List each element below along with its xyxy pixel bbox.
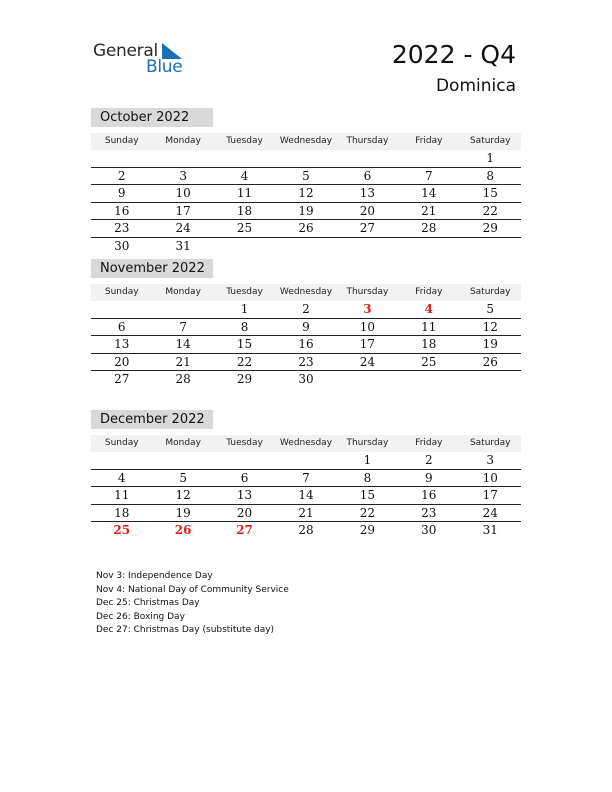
month-december [91,410,521,539]
day-cell: 26 [482,354,498,369]
day-cell: 16 [114,203,130,218]
holiday-note: Nov 4: National Day of Community Service [96,584,289,595]
day-cell: 21 [421,203,437,218]
day-cell: 27 [236,523,253,538]
day-cell: 27 [359,221,376,236]
logo-text-blue: Blue [146,57,183,77]
day-cell: 18 [236,203,253,218]
day-cell: 2 [117,168,126,183]
day-cell: 8 [240,319,249,334]
day-cell: 22 [482,203,498,218]
empty-cell [398,150,459,167]
empty-cell [214,452,275,469]
day-cell: 5 [179,470,187,485]
weekday-label: Saturday [469,438,511,448]
day-cell: 12 [298,186,314,201]
day-cell: 5 [486,302,495,316]
day-cell: 11 [421,319,437,334]
weekday-label: Monday [165,136,201,146]
day-cell: 1 [240,302,249,316]
holiday-note: Dec 25: Christmas Day [96,598,200,608]
empty-cell [337,238,398,255]
week-row [91,470,521,488]
empty-cell [91,301,152,318]
day-cell: 31 [175,238,191,253]
day-cell: 17 [175,203,191,218]
month-grid [91,150,521,255]
day-cell: 7 [302,470,310,485]
empty-cell [398,238,459,255]
empty-cell [214,238,275,255]
weekday-label: Friday [415,438,443,448]
day-cell: 19 [175,505,191,520]
day-cell: 3 [486,453,495,467]
day-cell: 9 [117,186,126,201]
day-cell: 14 [298,488,314,503]
weekday-label: Saturday [469,287,511,297]
month-grid [91,452,521,539]
empty-cell [91,452,152,469]
logo [93,41,203,81]
day-cell: 18 [114,505,130,520]
day-cell: 25 [421,354,437,369]
empty-cell [152,301,213,318]
day-cell: 16 [298,337,314,352]
day-cell: 24 [359,354,376,369]
day-cell: 17 [359,337,376,352]
month-title: December 2022 [91,410,213,429]
week-row [91,238,521,255]
day-cell: 10 [175,186,191,201]
weekday-label: Tuesday [226,287,263,297]
week-row [91,487,521,505]
week-row [91,522,521,539]
day-cell: 3 [179,168,187,183]
day-cell: 7 [425,168,433,183]
day-cell: 6 [117,319,126,334]
empty-cell [152,452,213,469]
weekday-label: Friday [415,136,443,146]
day-cell: 21 [175,354,191,369]
day-cell: 21 [298,505,314,520]
weekday-label: Monday [165,287,201,297]
day-cell: 12 [175,488,191,503]
day-cell: 10 [359,319,376,334]
empty-cell [275,238,336,255]
day-cell: 5 [302,168,310,183]
day-cell: 26 [174,523,192,538]
holiday-note: Dec 27: Christmas Day (substitute day) [96,625,275,635]
week-row [91,354,521,372]
empty-cell [91,150,152,167]
day-cell: 24 [482,505,498,520]
day-cell: 13 [114,337,130,352]
week-row [91,185,521,203]
weekday-label: Saturday [469,136,511,146]
day-cell: 2 [425,453,433,467]
day-cell: 11 [114,488,130,503]
weekday-label: Sunday [104,136,139,146]
day-cell: 7 [179,319,187,334]
day-cell: 23 [114,221,130,236]
day-cell: 17 [482,488,498,503]
day-cell: 28 [421,221,437,236]
day-cell: 23 [298,354,314,369]
day-cell: 9 [302,319,310,334]
day-cell: 14 [175,337,191,352]
day-cell: 28 [298,523,314,538]
day-cell: 29 [359,523,376,538]
day-cell: 20 [359,203,376,218]
weekday-label: Wednesday [279,287,333,297]
week-row [91,371,521,388]
weekday-label: Tuesday [226,438,263,448]
day-cell: 19 [298,203,314,218]
empty-cell [460,238,521,255]
weekday-label: Friday [415,287,443,297]
day-cell: 29 [482,221,498,236]
day-cell: 15 [236,337,253,352]
week-row [91,505,521,523]
month-october [91,108,521,255]
week-row [91,150,521,168]
week-row [91,301,521,319]
day-cell: 30 [421,523,437,538]
day-cell: 31 [482,523,498,538]
empty-cell [275,150,336,167]
month-title: October 2022 [91,108,213,127]
day-cell: 15 [482,186,498,201]
day-cell: 25 [236,221,253,236]
day-cell: 4 [424,302,433,316]
day-cell: 9 [425,470,433,485]
weekday-label: Wednesday [279,136,333,146]
logo-text-general: General [93,41,158,61]
week-row [91,168,521,186]
day-cell: 4 [117,470,126,485]
day-cell: 27 [114,372,130,387]
weekday-label: Thursday [346,136,389,146]
empty-cell [460,371,521,388]
day-cell: 8 [363,470,372,485]
week-row [91,220,521,238]
weekday-header [91,435,521,452]
day-cell: 30 [114,238,130,253]
weekday-header [91,284,521,301]
day-cell: 6 [363,168,372,183]
empty-cell [337,150,398,167]
day-cell: 30 [298,372,314,387]
week-row [91,319,521,337]
holiday-notes [96,570,289,638]
day-cell: 28 [175,372,191,387]
month-grid [91,301,521,388]
weekday-label: Thursday [346,287,389,297]
day-cell: 8 [486,168,495,183]
holiday-note: Nov 3: Independence Day [96,571,213,581]
day-cell: 22 [359,505,376,520]
week-row [91,336,521,354]
day-cell: 3 [363,302,372,316]
empty-cell [337,371,398,388]
weekday-label: Wednesday [279,438,333,448]
day-cell: 1 [486,151,495,165]
weekday-label: Thursday [346,438,389,448]
day-cell: 24 [175,221,191,236]
day-cell: 1 [363,453,372,467]
day-cell: 12 [482,319,498,334]
week-row [91,452,521,470]
day-cell: 2 [302,302,310,316]
page-title: 2022 - Q4 [391,40,516,69]
month-november [91,259,521,388]
day-cell: 15 [359,488,376,503]
month-title: November 2022 [91,259,213,278]
day-cell: 23 [421,505,437,520]
empty-cell [275,452,336,469]
day-cell: 22 [236,354,253,369]
weekday-label: Sunday [104,438,139,448]
day-cell: 20 [236,505,253,520]
weekday-label: Sunday [104,287,139,297]
day-cell: 20 [114,354,130,369]
week-row [91,203,521,221]
day-cell: 16 [421,488,437,503]
empty-cell [214,150,275,167]
day-cell: 18 [421,337,437,352]
day-cell: 25 [113,523,131,538]
weekday-label: Tuesday [226,136,263,146]
day-cell: 4 [240,168,249,183]
day-cell: 29 [236,372,253,387]
day-cell: 19 [482,337,498,352]
day-cell: 11 [236,186,253,201]
day-cell: 6 [240,470,249,485]
empty-cell [398,371,459,388]
holiday-note: Dec 26: Boxing Day [96,611,185,622]
empty-cell [152,150,213,167]
weekday-header [91,133,521,150]
day-cell: 10 [482,470,498,485]
day-cell: 13 [359,186,376,201]
day-cell: 26 [298,221,314,236]
day-cell: 14 [421,186,437,201]
country-name: Dominica [435,76,516,96]
day-cell: 13 [236,488,253,503]
weekday-label: Monday [165,438,201,448]
